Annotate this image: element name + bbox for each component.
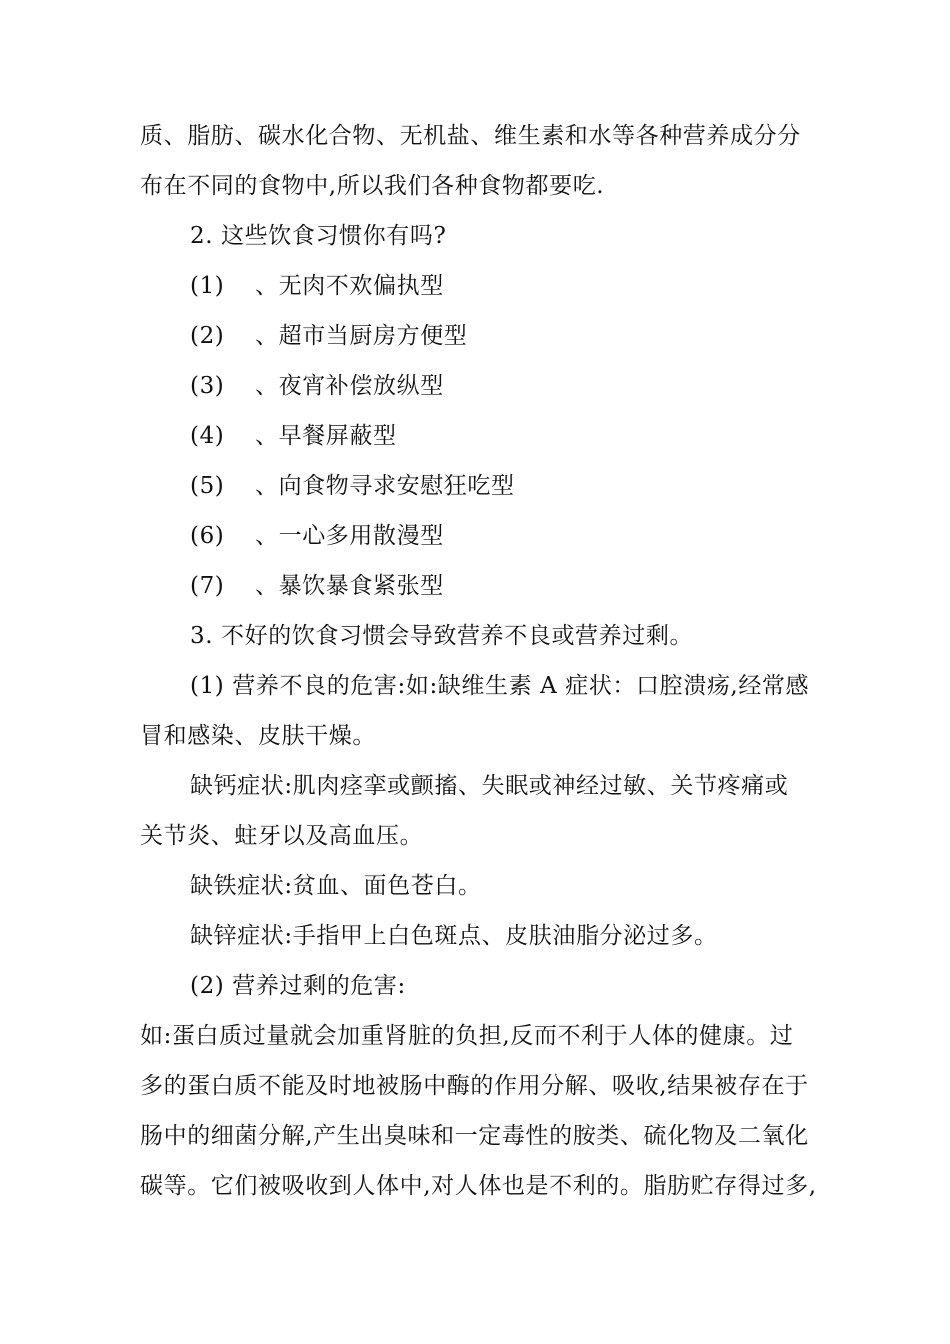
list-item-text: 、夜宵补偿放纵型: [255, 373, 444, 399]
list-item-text: 、一心多用散漫型: [255, 523, 444, 549]
list-item: [190, 271, 444, 301]
list-item-number: (7): [190, 573, 225, 599]
paragraph-line: 多的蛋白质不能及时地被肠中酶的作用分解、吸收,结果被存在于: [140, 1073, 809, 1099]
list-item: [190, 571, 444, 601]
paragraph-line: (1) 营养不良的危害:如:缺维生素 A 症状：口腔溃疡,经常感: [190, 673, 810, 699]
list-item-number: (5): [190, 473, 225, 499]
paragraph-line: 缺铁症状:贫血、面色苍白。: [190, 873, 482, 899]
list-item: [190, 471, 515, 501]
list-item-number: (2): [190, 323, 225, 349]
list-item-text: 、早餐屏蔽型: [255, 423, 397, 449]
paragraph-line: 质、脂肪、碳水化合物、无机盐、维生素和水等各种营养成分分: [140, 123, 801, 149]
list-item-text: 、暴饮暴食紧张型: [255, 573, 444, 599]
list-item-text: 、无肉不欢偏执型: [255, 273, 444, 299]
paragraph-line: 缺钙症状:肌肉痉挛或颤搐、失眠或神经过敏、关节疼痛或: [190, 773, 789, 799]
list-item-text: 、向食物寻求安慰狂吃型: [255, 473, 515, 499]
paragraph-line: 冒和感染、皮肤干燥。: [140, 723, 376, 749]
list-item-number: (6): [190, 523, 225, 549]
paragraph-line: 缺锌症状:手指甲上白色斑点、皮肤油脂分泌过多。: [190, 923, 718, 949]
list-item-number: (4): [190, 423, 225, 449]
list-item-text: 、超市当厨房方便型: [255, 323, 468, 349]
paragraph-line: 碳等。它们被吸收到人体中,对人体也是不利的。脂肪贮存得过多,: [140, 1173, 817, 1199]
paragraph-line: 关节炎、蛀牙以及高血压。: [140, 823, 424, 849]
list-item-number: (3): [190, 373, 225, 399]
section-heading: 2. 这些饮食习惯你有吗?: [190, 223, 447, 249]
list-item-number: (1): [190, 273, 225, 299]
list-item: [190, 421, 397, 451]
list-item: [190, 371, 444, 401]
section-heading: (2) 营养过剩的危害:: [190, 973, 406, 999]
section-heading: 3. 不好的饮食习惯会导致营养不良或营养过剩。: [190, 623, 694, 649]
list-item: [190, 521, 444, 551]
paragraph-line: 布在不同的食物中,所以我们各种食物都要吃.: [140, 173, 605, 199]
paragraph-line: 肠中的细菌分解,产生出臭味和一定毒性的胺类、硫化物及二氧化: [140, 1123, 809, 1149]
list-item: [190, 321, 467, 351]
paragraph-line: 如:蛋白质过量就会加重肾脏的负担,反而不利于人体的健康。过: [140, 1023, 794, 1049]
